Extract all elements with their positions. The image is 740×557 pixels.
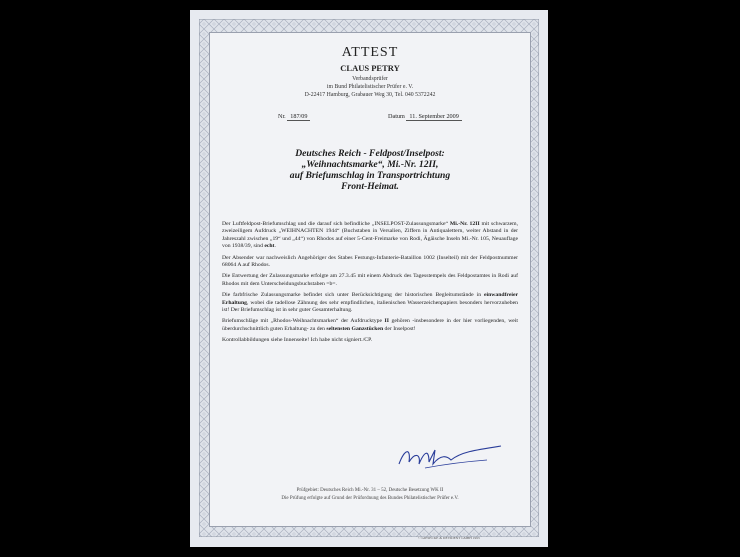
heading-line: „Weihnachtsmarke“, Mi.-Nr. 12II, <box>301 159 439 170</box>
examiner-role: Verbandsprüfer <box>352 76 388 82</box>
printer-imprint: © GIESECKE & DEVRIENT GMBH 1993 <box>418 536 480 540</box>
certificate-sheet <box>190 10 548 547</box>
date-value: 11. September 2009 <box>406 113 461 121</box>
nr-label: Nr. <box>278 113 286 120</box>
heading-line: Front-Heimat. <box>341 181 399 192</box>
examiner-association: im Bund Philatelistischer Prüfer e. V. <box>326 84 414 90</box>
examiner-name: CLAUS PETRY <box>340 63 400 73</box>
footer-rules: Die Prüfung erfolgte auf Grund der Prüfordnung des Bundes Philatelistischer Prüfer e.V. <box>281 496 459 501</box>
certificate-date <box>388 113 462 121</box>
subject-heading <box>210 148 530 192</box>
certificate-text <box>222 221 518 349</box>
signature-icon <box>395 440 505 475</box>
footer-scope: Prüfgebiet: Deutsches Reich Mi.-Nr. 31 – 52, Deutsche Besetzung WK II <box>296 488 444 493</box>
paragraph: Kontrollabbildungen siehe Innenseite! Ich habe nicht signiert./CP. <box>222 337 373 344</box>
document-title: ATTEST <box>341 45 399 60</box>
date-label: Datum <box>388 113 405 120</box>
examiner-address: D-22417 Hamburg, Grabauer Weg 30, Tel. 040 5372242 <box>304 92 436 98</box>
nr-value: 187/09 <box>287 113 310 121</box>
certificate-number <box>278 113 310 121</box>
paragraph: Der Luftfeldpost-Briefumschlag und die darauf sich befindliche „INSELPOST-Zulassungsmarke“ Mi.-Nr. 12II mit schwarzem, zweizeiligem Aufdruck „WEIHNACHTEN 1944“ (Buchstaben in Versalien, Ziffern in Antiqualettern, weiter Abstand in der Jahreszahl zwischen „19“ und „44“) von Rhodos auf einer 5-Cent-Freimarke von Rodi, Ägäische Inseln Mi.-Nr. 105, Neuauflage von 1938/39, sind echt. <box>222 221 518 250</box>
heading-line: Deutsches Reich - Feldpost/Inselpost: <box>295 148 445 159</box>
paragraph: Die farbfrische Zulassungsmarke befindet sich unter Berücksichtigung der historischen Begleitumstände in einwandfreier Erhaltung, wobei die tadellose Zähnung des sehr empfindlichen, italienischen Wasserzeichenpapiers besonders hervorzuheben ist! Der Briefumschlag ist in sehr guter Gesamterhaltung. <box>222 292 518 314</box>
paragraph: Die Entwertung der Zulassungsmarke erfolgte am 27.3.45 mit einem Abdruck des Tagesstempels des Feldpostamtes in Rodi auf Rhodos mit dem Unterscheidungsbuchstaben =b=. <box>222 273 518 287</box>
heading-line: auf Briefumschlag in Transportrichtung <box>289 170 451 181</box>
paragraph: Briefumschläge mit „Rhodos-Weihnachtsmarken“ der Aufdrucktype II gehören -insbesondere in der hier vorliegenden, weit überdurchschnittlich guten Erhaltung- zu den seltensten Ganzstücken der Inselpost! <box>222 318 518 332</box>
paragraph: Der Absender war nachweislich Angehöriger des Stabes Festungs-Infanterie-Bataillon 1002 (Inselteil) mit der Feldpostnummer 68064 A auf Rhodos. <box>222 254 518 269</box>
